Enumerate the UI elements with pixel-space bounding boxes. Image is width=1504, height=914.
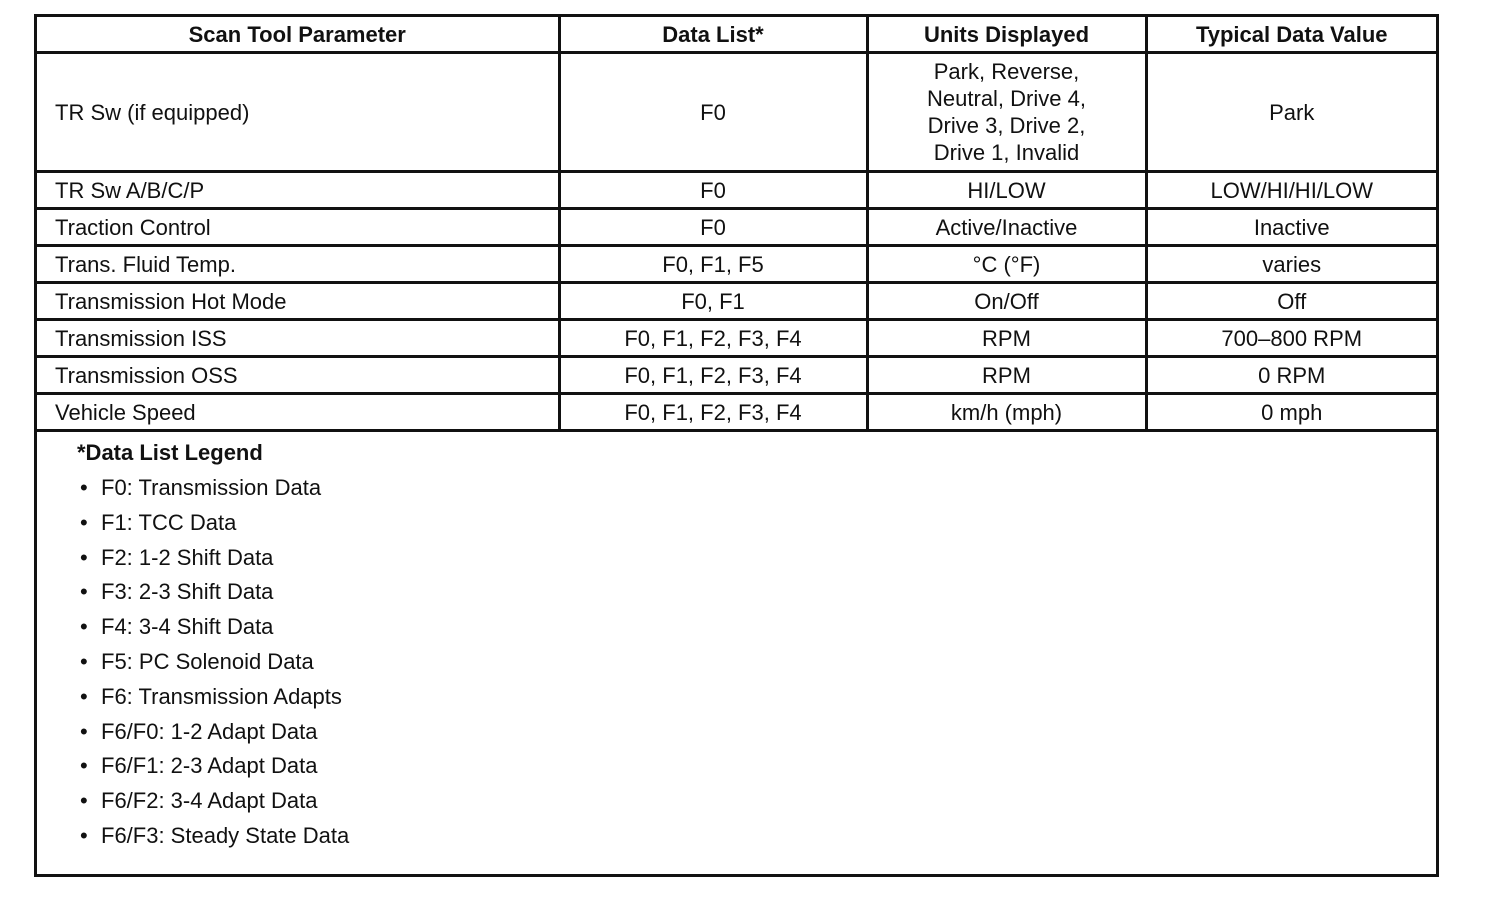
cell-units: RPM: [867, 320, 1146, 357]
cell-typical-value: Off: [1146, 283, 1436, 320]
bullet-icon: •: [80, 509, 88, 535]
bullet-icon: •: [80, 753, 88, 779]
legend-item: [77, 680, 1436, 715]
cell-typical-value: 700–800 RPM: [1146, 320, 1436, 357]
cell-data-list: F0: [559, 209, 867, 246]
cell-data-list: F0: [559, 53, 867, 172]
legend-item-text: F2: 1-2 Shift Data: [101, 544, 274, 570]
cell-units: RPM: [867, 357, 1146, 394]
legend-item: [77, 715, 1436, 750]
cell-parameter: TR Sw (if equipped): [37, 53, 559, 172]
cell-parameter: Traction Control: [37, 209, 559, 246]
header-data-list: Data List*: [559, 17, 867, 53]
cell-units: HI/LOW: [867, 172, 1146, 209]
cell-units: °C (°F): [867, 246, 1146, 283]
legend-item: [77, 610, 1436, 645]
cell-typical-value: Inactive: [1146, 209, 1436, 246]
cell-parameter: Vehicle Speed: [37, 394, 559, 431]
legend-item: [77, 541, 1436, 576]
header-typical-data-value: Typical Data Value: [1146, 17, 1436, 53]
data-list-legend: [37, 432, 1436, 854]
cell-units: km/h (mph): [867, 394, 1146, 431]
legend-item: [77, 471, 1436, 506]
legend-item: [77, 819, 1436, 854]
legend-title: *Data List Legend: [77, 440, 263, 465]
cell-units: Active/Inactive: [867, 209, 1146, 246]
legend-item: [77, 506, 1436, 541]
cell-data-list: F0: [559, 172, 867, 209]
cell-data-list: F0, F1, F5: [559, 246, 867, 283]
cell-data-list: F0, F1: [559, 283, 867, 320]
bullet-icon: •: [80, 718, 88, 744]
legend-item: [77, 645, 1436, 680]
table-row: [37, 53, 1436, 172]
cell-units: On/Off: [867, 283, 1146, 320]
table-row: [37, 357, 1436, 394]
table-row: [37, 172, 1436, 209]
header-scan-tool-parameter: Scan Tool Parameter: [37, 17, 559, 53]
table-header-row: [37, 17, 1436, 53]
cell-data-list: F0, F1, F2, F3, F4: [559, 394, 867, 431]
legend-item-text: F1: TCC Data: [101, 509, 237, 535]
units-line: Park, Reverse,: [933, 59, 1080, 84]
cell-typical-value: 0 mph: [1146, 394, 1436, 431]
table-row: [37, 209, 1436, 246]
cell-typical-value: Park: [1146, 53, 1436, 172]
bullet-icon: •: [80, 544, 88, 570]
legend-item-text: F6/F1: 2-3 Adapt Data: [101, 753, 318, 779]
cell-parameter: Transmission ISS: [37, 320, 559, 357]
legend-item: [77, 784, 1436, 819]
cell-data-list: F0, F1, F2, F3, F4: [559, 357, 867, 394]
cell-units: [867, 53, 1146, 172]
legend-item-text: F3: 2-3 Shift Data: [101, 579, 274, 605]
units-line: Drive 1, Invalid: [933, 140, 1080, 165]
legend-item-text: F6: Transmission Adapts: [101, 683, 342, 709]
legend-item: [77, 749, 1436, 784]
scan-tool-data-table: [37, 17, 1436, 432]
bullet-icon: •: [80, 475, 88, 500]
cell-typical-value: LOW/HI/HI/LOW: [1146, 172, 1436, 209]
legend-item-text: F6/F2: 3-4 Adapt Data: [101, 788, 318, 814]
cell-parameter: Transmission Hot Mode: [37, 283, 559, 320]
units-line: Neutral, Drive 4,: [927, 86, 1086, 111]
legend-item-text: F4: 3-4 Shift Data: [101, 614, 274, 640]
legend-item-text: F5: PC Solenoid Data: [101, 648, 314, 674]
legend-item-text: F6/F3: Steady State Data: [101, 822, 350, 848]
legend-list: [77, 471, 1436, 854]
cell-parameter: TR Sw A/B/C/P: [37, 172, 559, 209]
units-line: Drive 3, Drive 2,: [927, 113, 1086, 138]
scan-tool-data-table-frame: [34, 14, 1439, 877]
legend-item: [77, 575, 1436, 610]
table-row: [37, 394, 1436, 431]
legend-item-text: F6/F0: 1-2 Adapt Data: [101, 718, 318, 744]
table-row: [37, 246, 1436, 283]
header-units-displayed: Units Displayed: [867, 17, 1146, 53]
cell-parameter: Trans. Fluid Temp.: [37, 246, 559, 283]
legend-item-text: F0: Transmission Data: [101, 475, 322, 500]
bullet-icon: •: [80, 788, 88, 814]
cell-typical-value: varies: [1146, 246, 1436, 283]
cell-parameter: Transmission OSS: [37, 357, 559, 394]
bullet-icon: •: [80, 579, 88, 605]
cell-typical-value: 0 RPM: [1146, 357, 1436, 394]
bullet-icon: •: [80, 614, 88, 640]
bullet-icon: •: [80, 648, 88, 674]
table-row: [37, 320, 1436, 357]
bullet-icon: •: [80, 822, 88, 848]
cell-data-list: F0, F1, F2, F3, F4: [559, 320, 867, 357]
table-row: [37, 283, 1436, 320]
bullet-icon: •: [80, 683, 88, 709]
